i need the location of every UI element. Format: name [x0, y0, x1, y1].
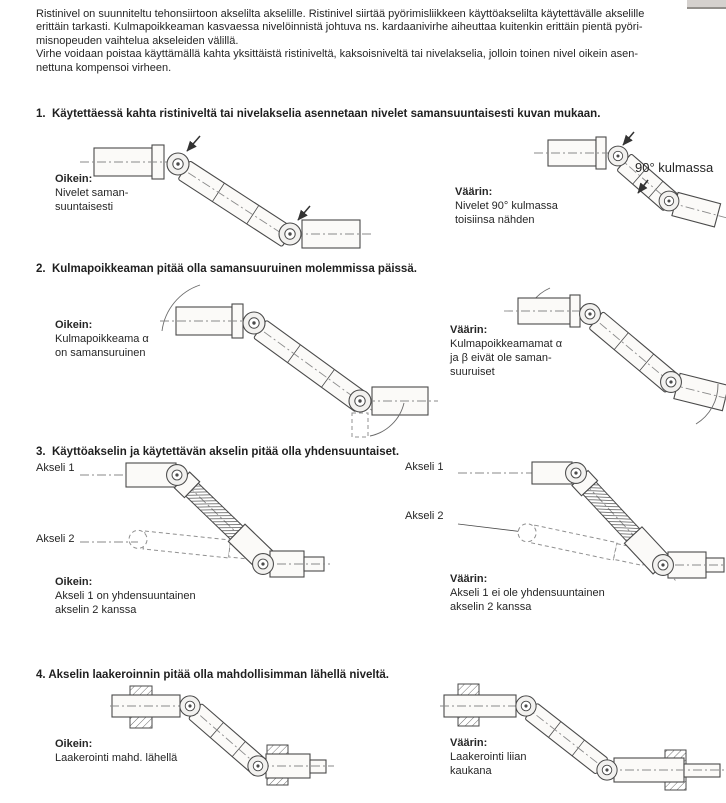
intro-line: Ristinivel on suunniteltu tehonsiirtoon akselilta akselille. Ristinivel siirtää pyörimisliikkeen käyttöakselilta käytettävälle akselille — [36, 8, 645, 20]
section1-left-label — [55, 172, 128, 214]
intro-line: Virhe voidaan poistaa käyttämällä kahta yksittäistä ristiniveltä, kaksoisniveltä tai nivelakselia, jolloin toinen nivel oikein asen- — [36, 48, 639, 61]
section2-left-label — [55, 318, 149, 360]
section4-right-label — [450, 736, 526, 778]
label-line: akselin 2 kanssa — [450, 601, 532, 613]
angle-annotation: 90° kulmassa — [635, 160, 714, 175]
diagram-2-correct — [146, 281, 446, 439]
section1-heading: 1. Käytettäessä kahta ristiniveltä tai nivelakselia asennetaan nivelet samansuuntaisesti kuvan mukaan. — [36, 108, 601, 120]
label-title: Oikein: — [55, 319, 93, 331]
section3-left-label — [55, 575, 196, 617]
section4-heading: 4. Akselin laakeroinnin pitää olla mahdollisimman lähellä niveltä. — [36, 669, 389, 681]
label-title: Oikein: — [55, 576, 93, 588]
section4-left-label — [55, 737, 177, 765]
intro-line: erittäin tarkasti. Kulmapoikkeaman kasvaessa nivelöinnistä johtuva ns. kardaanivirhe aiheuttaa kuitenkin erittäin pientä pyöri- — [36, 21, 643, 34]
label-title: Oikein: — [55, 173, 93, 185]
section1-right-label — [455, 185, 558, 227]
label-line: toisiinsa nähden — [455, 214, 535, 226]
axis-label-akseli2: Akseli 2 — [405, 510, 444, 522]
axis-label-akseli1: Akseli 1 — [36, 462, 75, 474]
label-line: Nivelet 90° kulmassa — [455, 200, 558, 212]
label-line: kaukana — [450, 765, 492, 777]
label-title: Väärin: — [450, 573, 488, 585]
label-title: Väärin: — [450, 737, 488, 749]
label-title: Väärin: — [450, 324, 488, 336]
intro-line: nettuna kompensoi virheen. — [36, 61, 172, 74]
label-line: ja β eivät ole saman- — [450, 352, 552, 364]
label-title: Oikein: — [55, 738, 93, 750]
joint-arrow-icon — [298, 206, 310, 220]
label-line: akselin 2 kanssa — [55, 604, 137, 616]
label-line: Akseli 1 on yhdensuuntainen — [55, 590, 196, 602]
label-line: on samansuruinen — [55, 347, 146, 359]
axis-label-akseli2: Akseli 2 — [36, 533, 75, 545]
label-line: Nivelet saman- — [55, 187, 129, 199]
joint-arrow-icon — [187, 136, 200, 151]
label-line: Kulmapoikkeamamat α — [450, 338, 563, 350]
intro-line: misnopeuden vaihtelua akseleiden välillä. — [36, 34, 239, 47]
label-line: Akseli 1 ei ole yhdensuuntainen — [450, 587, 605, 599]
diagram-1-wrong — [530, 126, 726, 262]
joint-arrow-icon — [623, 132, 634, 145]
section2-right-label — [450, 323, 562, 379]
axis-label-akseli1: Akseli 1 — [405, 461, 444, 473]
label-line: Kulmapoikkeama α — [55, 333, 149, 345]
label-line: Laakerointi liian — [450, 751, 527, 763]
label-line: suuntaisesti — [55, 201, 114, 213]
diagram-3-correct — [80, 452, 332, 588]
section2-heading: 2. Kulmapoikkeaman pitää olla samansuuruinen molemmissa päissä. — [36, 263, 417, 275]
section3-right-label — [450, 572, 605, 614]
label-line: Laakerointi mahd. lähellä — [55, 752, 178, 764]
intro-paragraph — [36, 8, 724, 75]
label-line: suuruiset — [450, 366, 495, 378]
label-title: Väärin: — [455, 186, 493, 198]
section3-heading: 3. Käyttöakselin ja käytettävän akselin pitää olla yhdensuuntaiset. — [36, 446, 400, 458]
